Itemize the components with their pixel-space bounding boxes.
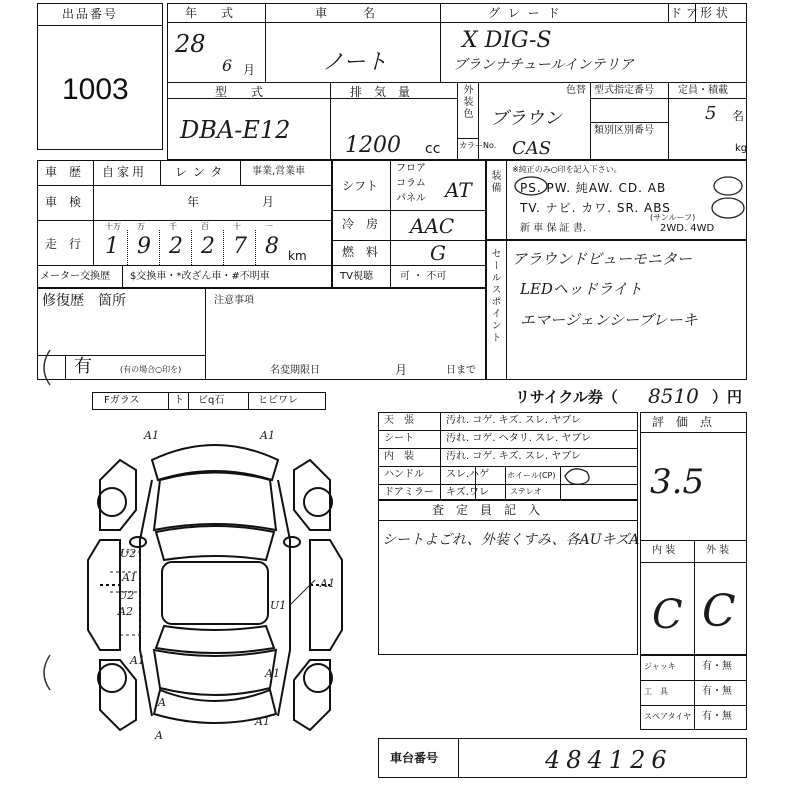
mileage-digit: 2 (201, 234, 215, 259)
shift-option-panel: パネル (396, 193, 426, 204)
tool-value: 有・無 (702, 661, 732, 672)
warranty-label: 新 車 保 証 書. (520, 223, 586, 234)
displacement-label: 排 気 量 (350, 85, 411, 99)
drive-options: 2WD. 4WD (660, 223, 715, 234)
tv-options: 可 ・ 不可 (400, 271, 447, 282)
interior-label: 内 装 (652, 545, 676, 556)
color-code-label: カラーNo. (459, 141, 497, 150)
inspector-comment: シートよごれ、外装くすみ、各AUキズA (382, 532, 640, 548)
equip-row1: PS. PW. 純AW. CD. AB (520, 181, 667, 195)
damage-mark: A (158, 696, 166, 709)
mileage-digit: 7 (233, 234, 247, 259)
displacement-value: 1200 (345, 133, 401, 158)
grade-label: グ レ ー ド (488, 6, 562, 20)
inspection-year-unit: 年 (187, 195, 200, 209)
damage-mark: A (155, 729, 163, 742)
grade-score: 3.5 (650, 462, 705, 502)
repair-note: (有の場合○印を) (120, 365, 182, 374)
damage-mark: A1 (320, 577, 335, 590)
damage-mark: A2 (118, 605, 133, 618)
deadline-day-unit: 日まで (446, 365, 476, 376)
damage-mark: A1 (255, 715, 270, 728)
condition-row-options: 汚れ. コゲ. ヘタリ. スレ. ヤブレ (446, 433, 592, 444)
damage-mark: A1 (122, 571, 137, 584)
condition-row-label: 天 張 (384, 415, 414, 426)
glass-bar-front: Fガラス (104, 395, 140, 406)
equip-row2: TV. ナビ. カワ. SR. ABS (520, 201, 671, 215)
interior-grade: C (652, 592, 683, 638)
model-label: 車 名 (315, 6, 376, 20)
mileage-digit-label: 千 (169, 222, 177, 231)
mileage-digit-label: 万 (137, 222, 145, 231)
exterior-grade: C (702, 586, 736, 637)
sales-point-3: エマージェンシーブレーキ (520, 311, 698, 329)
displacement-unit: cc (425, 141, 441, 157)
inspection-month-unit: 月 (262, 195, 275, 209)
recycle-label: リサイクル券（ (515, 388, 618, 406)
chassis-label: 車台番号 (390, 751, 439, 765)
grade-line1: X DIG-S (462, 28, 552, 53)
sales-points-label: セールスポイント (489, 248, 500, 344)
meter-notes: $交換車・*改ざん車・#不明車 (130, 271, 270, 282)
recycle-value: 8510 (648, 384, 699, 408)
shift-label: シフト (342, 179, 379, 193)
sales-point-1: アラウンドビューモニター (512, 250, 693, 268)
equip-label: 装備 (489, 170, 500, 194)
type-label: 型 式 (215, 85, 264, 99)
sunroof-note: (サンルーフ) (650, 213, 696, 222)
damage-mark: U2 (118, 589, 135, 602)
mileage-label: 走 行 (45, 237, 82, 251)
km-unit: km (288, 249, 307, 263)
month-value: 6 (222, 56, 233, 75)
history-label: 車 歴 (45, 165, 82, 179)
glass-bar-chip: ビq石 (198, 395, 225, 406)
damage-mark: A1 (260, 429, 275, 442)
stereo-label: ステレオ (510, 487, 542, 496)
load-unit: kg (735, 143, 748, 154)
type-value: DBA-E12 (180, 116, 291, 144)
private-use-label: 自家用 (102, 165, 148, 179)
chassis-value: 484126 (545, 746, 673, 774)
wheel-label: ホイール(CP) (507, 471, 556, 480)
color-code-value: CAS (512, 138, 552, 159)
fuel-label: 燃 料 (342, 245, 379, 259)
tool-label: 工 具 (644, 687, 668, 696)
mileage-digit: 2 (169, 234, 183, 259)
tv-label: TV視聴 (340, 271, 373, 282)
inspector-label: 査 定 員 記 入 (432, 503, 541, 517)
grades-label: 評 価 点 (652, 415, 713, 429)
damage-mark: A1 (265, 667, 280, 680)
recycle-unit: ）円 (712, 388, 743, 406)
color-value: ブラウン (490, 108, 562, 129)
car-diagram (80, 420, 350, 750)
tool-label: ジャッキ (644, 662, 676, 671)
lot-label: 出品番号 (62, 7, 119, 21)
repair-value: 有 (74, 356, 92, 377)
damage-mark: A1 (144, 429, 159, 442)
rental-label: レンタ (175, 165, 229, 179)
shift-value: AT (445, 178, 472, 202)
mileage-digit: 9 (137, 234, 151, 259)
condition-row-options: キズ.ワレ (446, 487, 489, 498)
shift-option-column: コラム (396, 178, 426, 189)
inspection-label: 車 検 (45, 195, 82, 209)
color-change-label: 色替 (566, 85, 586, 96)
mileage-digit: 1 (105, 234, 119, 259)
deadline-label: 名変期限日 (270, 365, 320, 376)
remarks-label: 注意事項 (214, 295, 254, 306)
condition-row-label: ドアミラー (384, 487, 434, 498)
exterior-label: 外 装 (706, 545, 730, 556)
deadline-month-unit: 月 (395, 363, 408, 377)
capacity-value: 5 (705, 103, 717, 124)
ac-value: AAC (410, 214, 455, 238)
body-label: 形 状 (700, 6, 728, 20)
model-value: ノート (322, 50, 388, 75)
sales-point-2: LEDヘッドライト (520, 280, 643, 298)
condition-row-label: ハンドル (384, 469, 424, 480)
binding-holes (0, 0, 60, 800)
glass-bar-to: ト (174, 395, 184, 406)
capacity-unit: 名 (732, 109, 745, 123)
business-label: 事業,営業車 (252, 166, 306, 177)
year-label: 年 式 (185, 6, 234, 20)
equip-note: ※純正のみ○印を記入下さい。 (512, 165, 622, 174)
tool-value: 有・無 (702, 686, 732, 697)
month-unit: 月 (243, 63, 256, 77)
condition-row-options: 汚れ. コゲ. キズ. スレ. ヤブレ (446, 451, 581, 462)
fuel-value: G (430, 241, 446, 265)
ext-color-label: 外装色 (461, 84, 472, 120)
tool-value: 有・無 (702, 711, 732, 722)
mileage-digit-label: 百 (201, 222, 209, 231)
repair-label: 修復歴 箇所 (42, 293, 126, 309)
lot-number: 1003 (62, 73, 129, 106)
condition-row-options: 汚れ. コゲ. キズ. スレ. ヤブレ (446, 415, 581, 426)
condition-row-options: スレ.ハゲ (446, 469, 490, 480)
year-value: 28 (175, 30, 206, 58)
mileage-digit: 8 (265, 234, 279, 259)
mileage-digit-label: 一 (265, 222, 273, 231)
damage-mark: U1 (270, 599, 287, 612)
glass-bar-crack: ヒビワレ (258, 395, 298, 406)
damage-mark: A1 (130, 654, 145, 667)
damage-mark: U2 (120, 547, 137, 560)
grade-line2: ブランナチュールインテリア (453, 57, 634, 73)
doors-label: ド ア (670, 6, 698, 20)
ac-label: 冷 房 (342, 217, 379, 231)
condition-row-label: シート (384, 433, 414, 444)
meter-exchange-label: メーター交換歴 (40, 271, 110, 282)
type-designation-label: 型式指定番号 (594, 85, 654, 96)
mileage-digit-label: 十万 (105, 222, 121, 231)
shift-option-floor: フロア (396, 163, 426, 174)
category-label: 類別区別番号 (594, 125, 654, 136)
capacity-label: 定員・積載 (678, 85, 728, 96)
condition-row-label: 内 装 (384, 451, 414, 462)
inspector-box (378, 500, 638, 655)
tool-label: スペアタイヤ (644, 712, 692, 721)
mileage-digit-label: 十 (233, 222, 241, 231)
